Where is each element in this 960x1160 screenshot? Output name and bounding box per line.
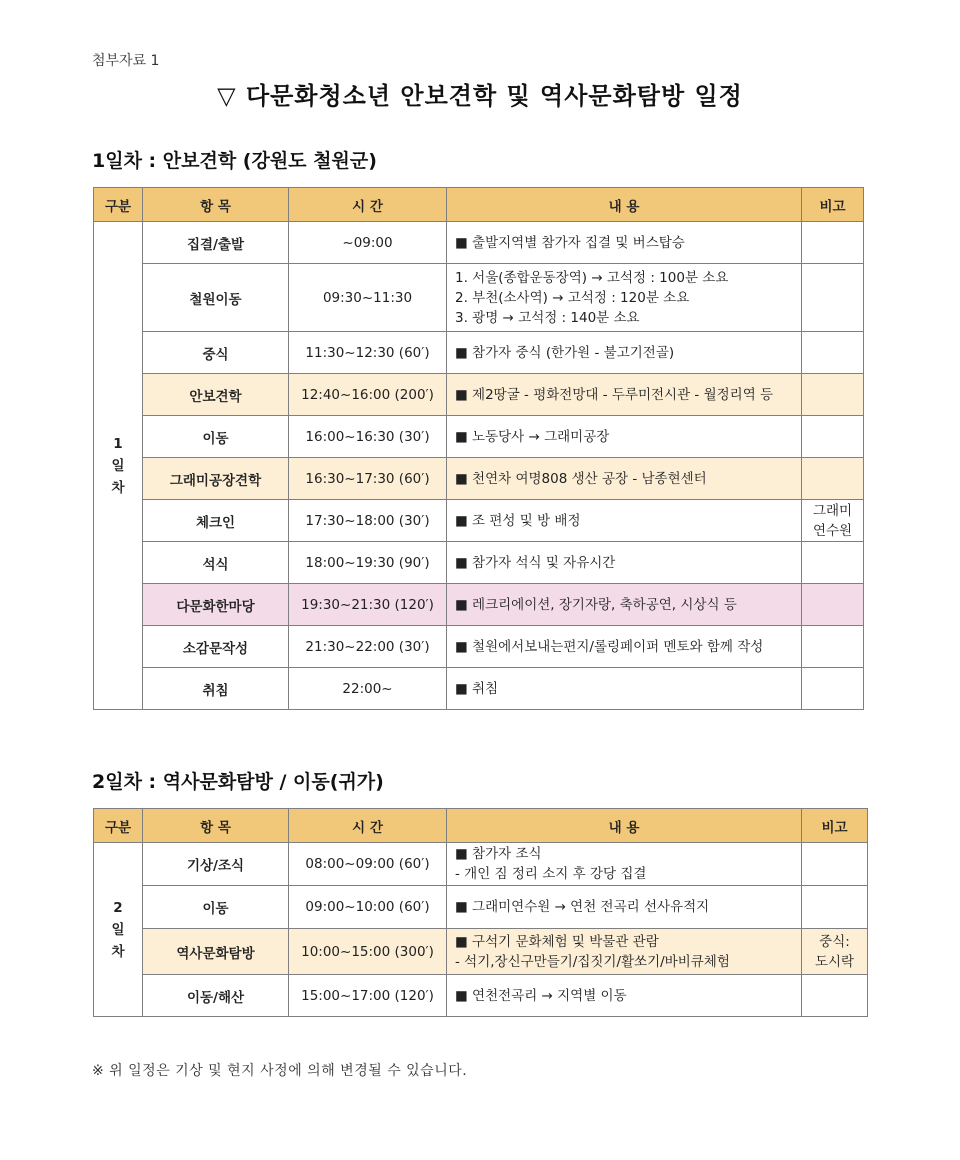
day2-section-title: 2일차 : 역사문화탐방 / 이동(귀가) <box>92 771 384 793</box>
table-row <box>94 500 864 542</box>
item-cell: 철원이동 <box>143 264 289 332</box>
note-cell <box>802 542 864 584</box>
day-label-char: 일 <box>111 921 125 938</box>
table-row <box>94 843 868 886</box>
table-row <box>94 886 868 929</box>
day-label-cell <box>94 843 143 1017</box>
item-cell: 소감문작성 <box>143 626 289 668</box>
table-row <box>94 264 864 332</box>
time-cell: 08:00~09:00 (60′) <box>289 843 447 886</box>
header-content: 내 용 <box>447 188 802 222</box>
time-cell: 16:00~16:30 (30′) <box>289 416 447 458</box>
time-cell: 15:00~17:00 (120′) <box>289 975 447 1017</box>
table-row <box>94 975 868 1017</box>
content-cell <box>447 975 802 1017</box>
time-cell: 21:30~22:00 (30′) <box>289 626 447 668</box>
content-cell <box>447 843 802 886</box>
item-cell: 이동 <box>143 416 289 458</box>
time-cell: 19:30~21:30 (120′) <box>289 584 447 626</box>
note-line: 중식: <box>819 933 850 950</box>
time-cell: ~09:00 <box>289 222 447 264</box>
item-cell: 다문화한마당 <box>143 584 289 626</box>
content-line: 3. 광명 → 고석정 : 140분 소요 <box>455 309 640 326</box>
item-cell: 역사문화탐방 <box>143 929 289 975</box>
item-cell: 안보견학 <box>143 374 289 416</box>
time-cell: 09:00~10:00 (60′) <box>289 886 447 929</box>
content-cell <box>447 886 802 929</box>
time-cell: 12:40~16:00 (200′) <box>289 374 447 416</box>
table-row <box>94 332 864 374</box>
content-line: ■ 출발지역별 참가자 집결 및 버스탑승 <box>455 234 685 251</box>
content-cell <box>447 542 802 584</box>
note-cell <box>802 332 864 374</box>
header-category: 구분 <box>94 809 143 843</box>
table-row <box>94 626 864 668</box>
attachment-label: 첨부자료 1 <box>92 53 160 69</box>
note-cell <box>802 374 864 416</box>
day-label-char: 일 <box>111 457 125 474</box>
footnote: ※ 위 일정은 기상 및 현지 사정에 의해 변경될 수 있습니다. <box>92 1063 468 1079</box>
day-label-cell <box>94 222 143 710</box>
table-row <box>94 584 864 626</box>
note-cell <box>802 264 864 332</box>
item-cell: 집결/출발 <box>143 222 289 264</box>
table-row <box>94 542 864 584</box>
header-time: 시 간 <box>289 809 447 843</box>
content-line: ■ 노동당사 → 그래미공장 <box>455 428 610 445</box>
day-label-char: 차 <box>111 943 125 960</box>
table-row <box>94 929 868 975</box>
day1-schedule-table <box>93 187 864 710</box>
item-cell: 취침 <box>143 668 289 710</box>
day1-section-title: 1일차 : 안보견학 (강원도 철원군) <box>92 150 377 172</box>
table-row <box>94 416 864 458</box>
content-cell <box>447 264 802 332</box>
note-line: 그래미 <box>812 502 853 519</box>
content-line: ■ 철원에서보내는편지/롤링페이퍼 멘토와 함께 작성 <box>455 638 764 655</box>
time-cell: 11:30~12:30 (60′) <box>289 332 447 374</box>
item-cell: 석식 <box>143 542 289 584</box>
content-line: ■ 취침 <box>455 680 499 697</box>
day-label-char: 차 <box>111 479 125 496</box>
note-cell <box>802 886 868 929</box>
table-row <box>94 374 864 416</box>
time-cell: 09:30~11:30 <box>289 264 447 332</box>
note-cell <box>802 929 868 975</box>
time-cell: 22:00~ <box>289 668 447 710</box>
content-line: ■ 제2땅굴 - 평화전망대 - 두루미전시관 - 월정리역 등 <box>455 386 774 403</box>
day2-schedule-table <box>93 808 868 1017</box>
content-cell <box>447 584 802 626</box>
time-cell: 18:00~19:30 (90′) <box>289 542 447 584</box>
content-line: ■ 구석기 문화체험 및 박물관 관람 <box>455 933 659 950</box>
content-line: ■ 레크리에이션, 장기자랑, 축하공연, 시상식 등 <box>455 596 737 613</box>
header-time: 시 간 <box>289 188 447 222</box>
note-line: 도시락 <box>814 953 855 970</box>
note-cell <box>802 584 864 626</box>
note-cell <box>802 500 864 542</box>
item-cell: 중식 <box>143 332 289 374</box>
content-cell <box>447 222 802 264</box>
table-header-row <box>94 188 864 222</box>
note-cell <box>802 975 868 1017</box>
time-cell: 10:00~15:00 (300′) <box>289 929 447 975</box>
content-line: 2. 부천(소사역) → 고석정 : 120분 소요 <box>455 289 690 306</box>
content-line: - 석기,장신구만들기/집짓기/활쏘기/바비큐체험 <box>455 953 730 970</box>
note-line: 연수원 <box>812 522 853 539</box>
item-cell: 기상/조식 <box>143 843 289 886</box>
item-cell: 이동/해산 <box>143 975 289 1017</box>
table-row <box>94 458 864 500</box>
item-cell: 그래미공장견학 <box>143 458 289 500</box>
content-cell <box>447 458 802 500</box>
content-line: ■ 참가자 석식 및 자유시간 <box>455 554 616 571</box>
content-line: 1. 서울(종합운동장역) → 고석정 : 100분 소요 <box>455 269 729 286</box>
header-content: 내 용 <box>447 809 802 843</box>
content-cell <box>447 416 802 458</box>
note-cell <box>802 458 864 500</box>
content-line: ■ 연천전곡리 → 지역별 이동 <box>455 987 627 1004</box>
header-category: 구분 <box>94 188 143 222</box>
day-label-char: 1 <box>113 435 123 452</box>
note-cell <box>802 416 864 458</box>
time-cell: 17:30~18:00 (30′) <box>289 500 447 542</box>
content-line: ■ 천연차 여명808 생산 공장 - 남종현센터 <box>455 470 707 487</box>
header-item: 항 목 <box>143 188 289 222</box>
content-line: ■ 그래미연수원 → 연천 전곡리 선사유적지 <box>455 899 710 915</box>
content-cell <box>447 929 802 975</box>
content-line: ■ 참가자 중식 (한가원 - 불고기전골) <box>455 344 675 361</box>
note-cell <box>802 222 864 264</box>
content-cell <box>447 332 802 374</box>
note-cell <box>802 843 868 886</box>
content-line: ■ 조 편성 및 방 배정 <box>455 512 581 529</box>
table-row <box>94 222 864 264</box>
content-cell <box>447 668 802 710</box>
content-line: ■ 참가자 조식 <box>455 846 542 862</box>
note-cell <box>802 668 864 710</box>
content-cell <box>447 626 802 668</box>
day-label-char: 2 <box>113 899 123 916</box>
table-row <box>94 668 864 710</box>
item-cell: 체크인 <box>143 500 289 542</box>
page-title: ▽ 다문화청소년 안보견학 및 역사문화탐방 일정 <box>217 82 743 110</box>
table-header-row <box>94 809 868 843</box>
content-cell <box>447 374 802 416</box>
header-item: 항 목 <box>143 809 289 843</box>
note-cell <box>802 626 864 668</box>
header-note: 비고 <box>802 809 868 843</box>
header-note: 비고 <box>802 188 864 222</box>
item-cell: 이동 <box>143 886 289 929</box>
time-cell: 16:30~17:30 (60′) <box>289 458 447 500</box>
content-line: - 개인 짐 정리 소지 후 강당 집결 <box>455 866 647 882</box>
content-cell <box>447 500 802 542</box>
